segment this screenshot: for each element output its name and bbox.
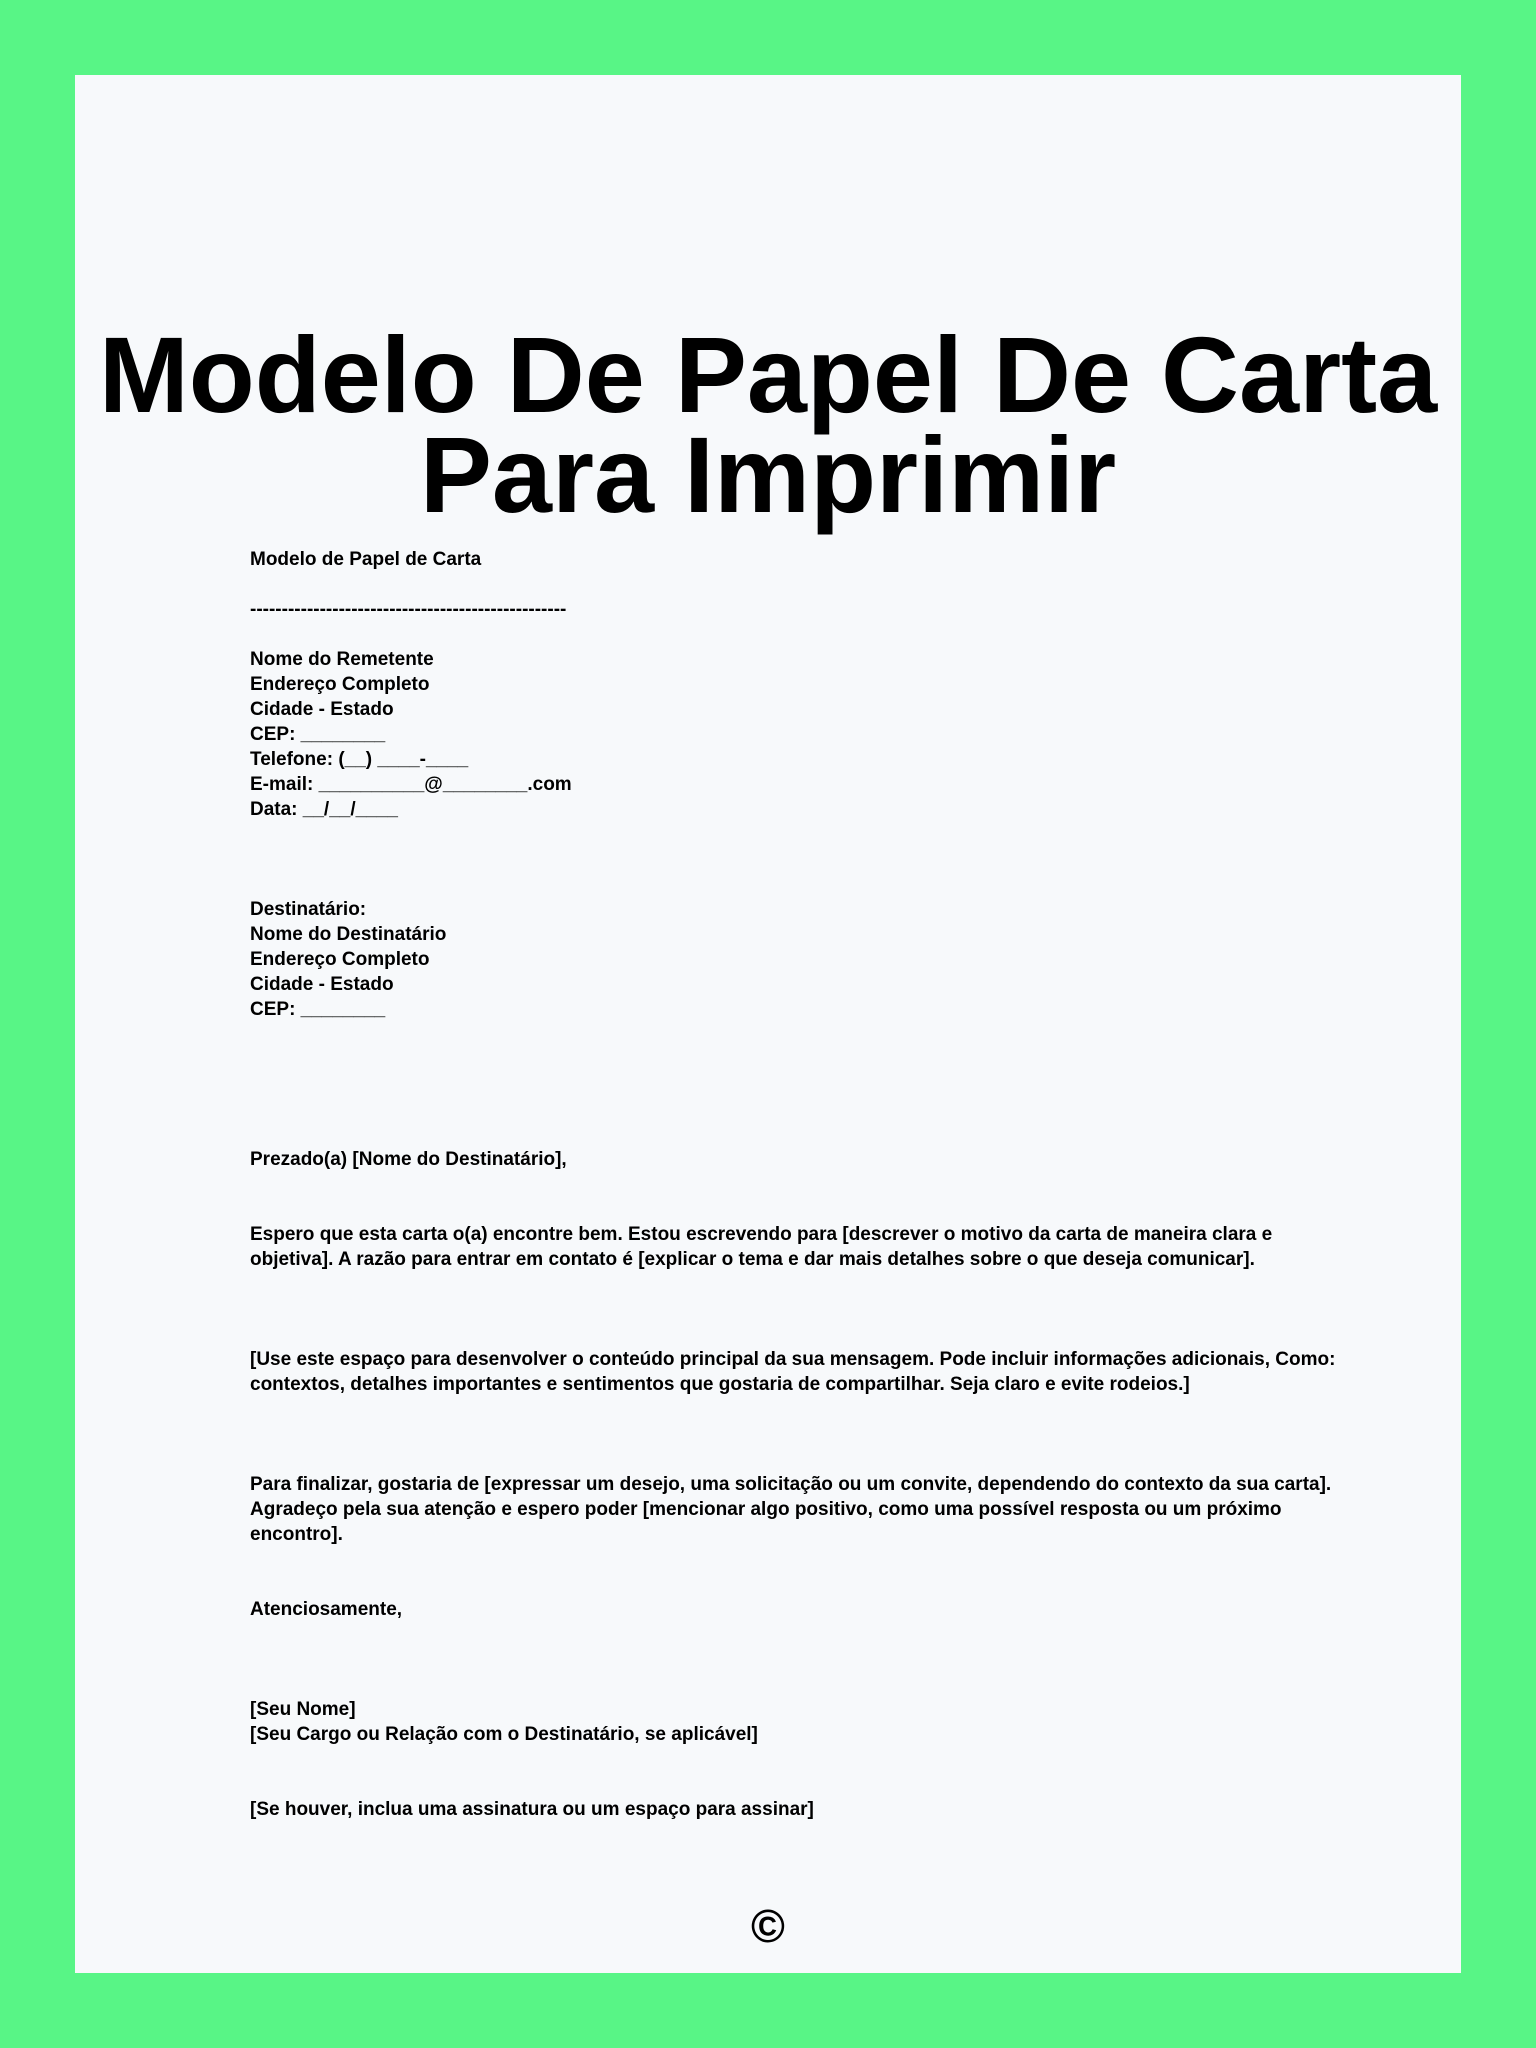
page-title-line-2: Para Imprimir xyxy=(419,414,1117,535)
signature-name: [Seu Nome] xyxy=(250,1699,356,1720)
paragraph-1: Espero que esta carta o(a) encontre bem. Estou escrevendo para [descrever o motivo da carta de maneira clara e objetiva]. A razão para entrar em contato é [explicar o tema e dar mais detalhes sobre o que deseja comunicar]. xyxy=(250,1224,1273,1270)
recipient-name: Nome do Destinatário xyxy=(250,924,447,945)
recipient-block xyxy=(250,897,1360,1022)
signature-block xyxy=(250,1697,1360,1747)
recipient-label: Destinatário: xyxy=(250,899,367,920)
closing-block xyxy=(250,1597,1360,1622)
sender-name: Nome do Remetente xyxy=(250,649,434,670)
sender-date: Data: __/__/____ xyxy=(250,799,398,820)
paragraph-3-block xyxy=(250,1472,1360,1547)
recipient-city: Cidade - Estado xyxy=(250,974,394,995)
sender-email: E-mail: __________@________.com xyxy=(250,774,572,795)
paragraph-1-block xyxy=(250,1222,1360,1272)
sender-block xyxy=(250,647,1360,822)
letter-heading-block xyxy=(250,547,1360,572)
sender-cep: CEP: ________ xyxy=(250,724,386,745)
divider-block xyxy=(250,597,1360,622)
greeting: Prezado(a) [Nome do Destinatário], xyxy=(250,1149,567,1170)
paragraph-2-block xyxy=(250,1347,1360,1397)
recipient-address: Endereço Completo xyxy=(250,949,430,970)
signature-role: [Seu Cargo ou Relação com o Destinatário, se aplicável] xyxy=(250,1724,758,1745)
closing: Atenciosamente, xyxy=(250,1599,403,1620)
divider: -------------------------------------------------- xyxy=(250,599,567,620)
copyright-icon: © xyxy=(751,1900,785,1952)
page-title xyxy=(75,314,1461,535)
greeting-block xyxy=(250,1147,1360,1172)
signature-note: [Se houver, inclua uma assinatura ou um espaço para assinar] xyxy=(250,1799,814,1820)
letter-heading: Modelo de Papel de Carta xyxy=(250,549,482,570)
signature-note-block xyxy=(250,1797,1360,1822)
recipient-cep: CEP: ________ xyxy=(250,999,386,1020)
page-title-line-1: Modelo De Papel De Carta xyxy=(98,314,1438,435)
letter-paper xyxy=(75,75,1461,1973)
paragraph-3: Para finalizar, gostaria de [expressar um desejo, uma solicitação ou um convite, dependendo do contexto da sua carta]. Agradeço pela sua atenção e espero poder [mencionar algo positivo, como uma possível resposta ou um próximo encontro]. xyxy=(250,1474,1332,1545)
sender-city: Cidade - Estado xyxy=(250,699,394,720)
sender-phone: Telefone: (__) ____-____ xyxy=(250,749,469,770)
sender-address: Endereço Completo xyxy=(250,674,430,695)
paragraph-2: [Use este espaço para desenvolver o conteúdo principal da sua mensagem. Pode incluir informações adicionais, Como: contextos, detalhes importantes e sentimentos que gostaria de compartilhar. Seja claro e evite rodeios.] xyxy=(250,1349,1336,1395)
